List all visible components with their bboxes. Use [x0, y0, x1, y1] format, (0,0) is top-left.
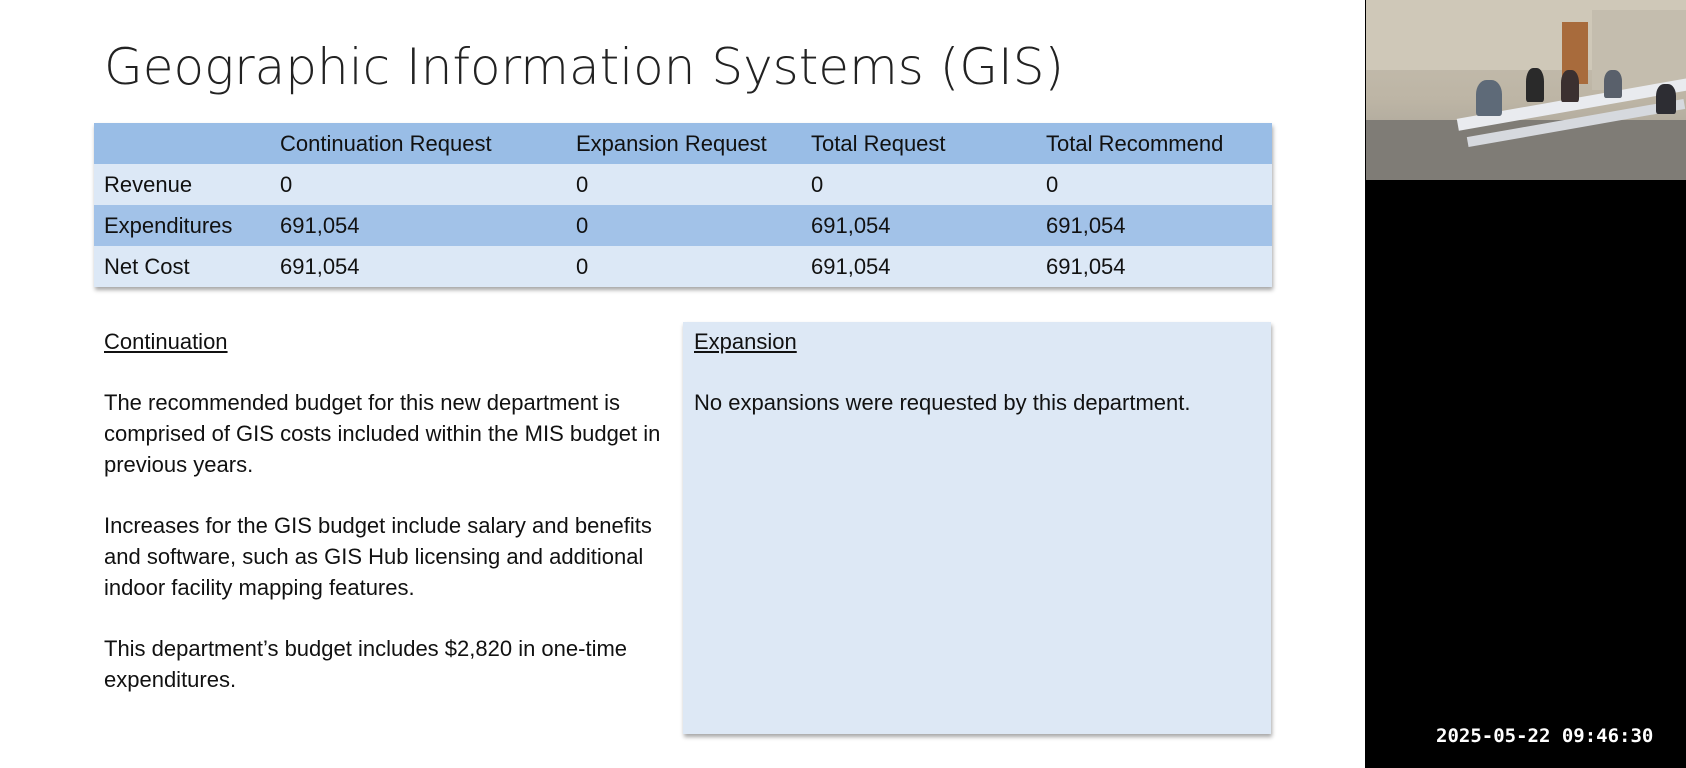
- continuation-section: [104, 326, 664, 725]
- header-cell: Total Request: [811, 130, 946, 156]
- table-cell: 0: [280, 171, 293, 197]
- table-header-row: [94, 123, 1272, 164]
- table-cell: 691,054: [811, 253, 891, 279]
- expansion-text: No expansions were requested by this department.: [694, 390, 1191, 415]
- table-cell: 691,054: [1046, 212, 1126, 238]
- row-label: Expenditures: [104, 212, 233, 238]
- slide-title: Geographic Information Systems (GIS): [104, 38, 1064, 96]
- table-row: [94, 164, 1272, 205]
- header-cell: Continuation Request: [280, 130, 492, 156]
- expansion-heading: Expansion: [694, 329, 797, 354]
- table-cell: 691,054: [811, 212, 891, 238]
- table-cell: 691,054: [1046, 253, 1126, 279]
- table-cell: 691,054: [280, 212, 360, 238]
- continuation-paragraph: Increases for the GIS budget include salary and benefits and software, such as GIS Hub licensing and additional indoor facility mapping features.: [104, 513, 652, 600]
- continuation-heading: Continuation: [104, 329, 228, 354]
- table-row: [94, 205, 1272, 246]
- table-row: [94, 246, 1272, 287]
- table-cell: 691,054: [280, 253, 360, 279]
- row-label: Revenue: [104, 171, 193, 197]
- table-cell: 0: [576, 253, 589, 279]
- continuation-paragraph: The recommended budget for this new department is comprised of GIS costs included within the MIS budget in previous years.: [104, 390, 661, 477]
- expansion-section: [683, 322, 1271, 734]
- video-timestamp: 2025-05-22 09:46:30: [1436, 725, 1654, 747]
- header-cell: Expansion Request: [576, 130, 767, 156]
- header-cell: [94, 123, 270, 164]
- budget-table: [94, 123, 1272, 287]
- row-label: Net Cost: [104, 253, 190, 279]
- webcam-feed: [1366, 0, 1686, 180]
- table-cell: 0: [1046, 171, 1059, 197]
- table-cell: 0: [811, 171, 824, 197]
- continuation-paragraph: This department’s budget includes $2,820 in one-time expenditures.: [104, 636, 628, 692]
- header-cell: Total Recommend: [1046, 130, 1224, 156]
- table-cell: 0: [576, 171, 589, 197]
- table-cell: 0: [576, 212, 589, 238]
